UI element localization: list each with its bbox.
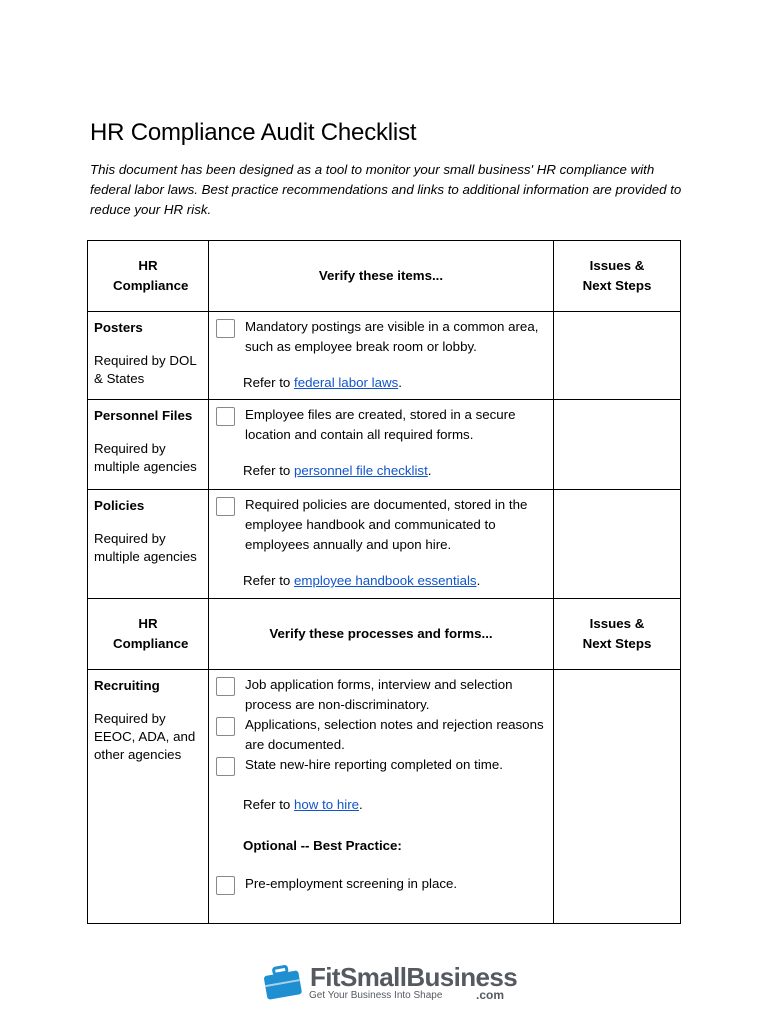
how-to-hire-link[interactable]: how to hire [294,797,360,812]
checklist-item-text: Required policies are documented, stored in the employee handbook and communicated to employees annually and upon hire. [245,497,528,552]
optional-best-practice-label: Optional -- Best Practice: [243,838,402,853]
verify-cell [209,490,554,599]
header-issues: Issues & Next Steps [554,599,681,670]
employee-handbook-essentials-link[interactable]: employee handbook essentials [294,573,477,588]
brand-name: FitSmallBusiness [310,962,518,992]
checklist-item [215,874,547,895]
table-row [88,312,681,400]
refer-line: Refer to federal labor laws. [243,375,402,390]
checklist-item [215,317,547,357]
verify-cell [209,670,554,924]
checklist-item [215,715,547,755]
checklist-item [215,495,547,555]
fitsmallbusiness-logo [262,962,518,1004]
page-title: HR Compliance Audit Checklist [90,119,417,146]
table-row [88,670,681,924]
table-header-row [88,241,681,312]
table-header-row [88,599,681,670]
issues-cell[interactable] [554,400,681,490]
category-requirement: Required by multiple agencies [94,441,197,474]
issues-cell[interactable] [554,670,681,924]
audit-table [87,240,681,924]
table-row [88,490,681,599]
checkbox[interactable] [216,757,235,776]
header-verify-items: Verify these items... [209,241,554,312]
checklist-item [215,755,547,776]
checkbox[interactable] [216,677,235,696]
header-hr-compliance: HR Compliance [88,599,209,670]
refer-line: Refer to employee handbook essentials. [243,573,481,588]
category-name: Posters [94,320,143,335]
checklist-item-text: Pre-employment screening in place. [245,876,458,891]
checkbox[interactable] [216,497,235,516]
checklist-item-text: State new-hire reporting completed on time. [245,757,503,772]
header-issues: Issues & Next Steps [554,241,681,312]
verify-cell [209,400,554,490]
category-cell [88,490,209,599]
intro-paragraph: This document has been designed as a tool to monitor your small business' HR compliance with federal labor laws. Best practice recommendations and links to additional information are provided to reduce your HR risk. [90,162,682,217]
header-hr-compliance: HR Compliance [88,241,209,312]
header-verify-processes: Verify these processes and forms... [209,599,554,670]
checkbox[interactable] [216,319,235,338]
category-name: Policies [94,498,145,513]
checkbox[interactable] [216,407,235,426]
brand-tagline: Get Your Business Into Shape [309,990,443,1001]
verify-cell [209,312,554,400]
checklist-item-text: Mandatory postings are visible in a common area, such as employee break room or lobby. [245,319,539,354]
personnel-file-checklist-link[interactable]: personnel file checklist [294,463,428,478]
checklist-item-text: Applications, selection notes and rejection reasons are documented. [245,717,544,752]
category-cell [88,670,209,924]
checklist-item [215,675,547,715]
category-requirement: Required by DOL & States [94,353,197,386]
briefcase-icon [262,963,304,1003]
category-name: Recruiting [94,678,160,693]
checklist-item-text: Employee files are created, stored in a secure location and contain all required forms. [245,407,516,442]
checkbox[interactable] [216,717,235,736]
refer-line: Refer to personnel file checklist. [243,463,432,478]
issues-cell[interactable] [554,490,681,599]
checkbox[interactable] [216,876,235,895]
checklist-item-text: Job application forms, interview and selection process are non-discriminatory. [245,677,513,712]
category-requirement: Required by multiple agencies [94,531,197,564]
table-row [88,400,681,490]
checklist-item [215,405,547,445]
refer-line: Refer to how to hire. [243,797,363,812]
category-cell [88,312,209,400]
category-cell [88,400,209,490]
brand-dotcom: .com [476,988,505,1002]
category-name: Personnel Files [94,408,193,423]
category-requirement: Required by EEOC, ADA, and other agencies [94,711,196,762]
federal-labor-laws-link[interactable]: federal labor laws [294,375,399,390]
issues-cell[interactable] [554,312,681,400]
